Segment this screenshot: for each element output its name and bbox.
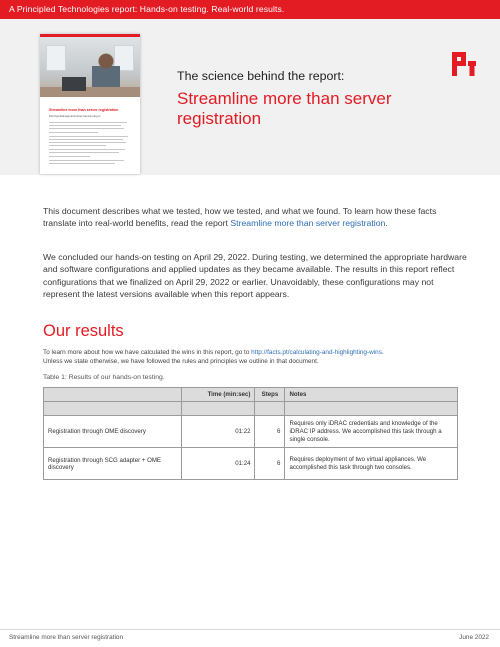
- rules-note: Unless we state otherwise, we have followed the rules and principles we outline in that document.: [43, 358, 319, 365]
- col-header-task: [44, 388, 182, 402]
- thumbnail-text-lines: [49, 122, 131, 166]
- row-notes: Requires deployment of two virtual appliances. We accomplished this task through two consoles.: [285, 448, 458, 480]
- report-banner: [0, 0, 500, 19]
- thumbnail-title: Streamline more than server registration: [49, 108, 119, 112]
- results-table: [43, 387, 458, 480]
- thumbnail-subtitle: Dell OpenManage Enterprise Service plug-in: [49, 115, 101, 118]
- row-notes: Requires only iDRAC credentials and knowledge of the iDRAC IP address. We accomplished this task through a single console.: [285, 416, 458, 448]
- col-header-time: Time (min:sec): [181, 388, 255, 402]
- table-caption: Table 1: Results of our hands-on testing.: [43, 374, 165, 381]
- test-dates-paragraph: We concluded our hands-on testing on April 29, 2022. During testing, we determined the appropriate hardware and software configurations and applied updates as they became available. The results in this report reflect configurations that we finalized on April 29, 2022 or earlier. Unavoidably, these configurations may not represent the latest versions available when this report appears.: [43, 252, 467, 299]
- row-label: Registration through SCG adapter + OME discovery: [44, 448, 182, 480]
- hero-section: [0, 19, 500, 175]
- col-header-steps: Steps: [255, 388, 285, 402]
- hero-kicker: The science behind the report:: [177, 69, 345, 83]
- row-steps: 6: [255, 416, 285, 448]
- row-time: 01:22: [181, 416, 255, 448]
- calculating-wins-link[interactable]: http://facts.pt/calculating-and-highlighting-wins: [251, 349, 382, 356]
- report-thumbnail[interactable]: [40, 34, 140, 174]
- calc-note: To learn more about how we have calculated the wins in this report, go to http://facts.pt/calculating-and-highlighting-wins.: [43, 349, 384, 356]
- row-steps: 6: [255, 448, 285, 480]
- report-link[interactable]: Streamline more than server registration: [230, 218, 386, 229]
- footer-date: June 2022: [459, 634, 489, 641]
- table-row: [44, 448, 458, 480]
- table-spacer-row: [44, 402, 458, 416]
- row-time: 01:24: [181, 448, 255, 480]
- footer-title: Streamline more than server registration: [9, 634, 124, 641]
- results-heading: Our results: [43, 322, 124, 340]
- footer-divider: [0, 629, 500, 630]
- table-header-row: [44, 388, 458, 402]
- row-label: Registration through OME discovery: [44, 416, 182, 448]
- thumbnail-desk: [40, 87, 140, 97]
- thumbnail-photo: [40, 37, 140, 97]
- intro-paragraph: This document describes what we tested, how we tested, and what we found. To learn how these facts translate into real-world benefits, read the report Streamline more than server registration.: [43, 206, 437, 229]
- pt-logo-icon: [452, 52, 476, 76]
- table-row: [44, 416, 458, 448]
- thumbnail-window: [46, 45, 66, 71]
- banner-text: A Principled Technologies report: Hands-on testing. Real-world results.: [9, 4, 285, 14]
- hero-headline: Streamline more than server registration: [177, 89, 392, 128]
- thumbnail-laptop: [62, 77, 86, 91]
- col-header-notes: Notes: [285, 388, 458, 402]
